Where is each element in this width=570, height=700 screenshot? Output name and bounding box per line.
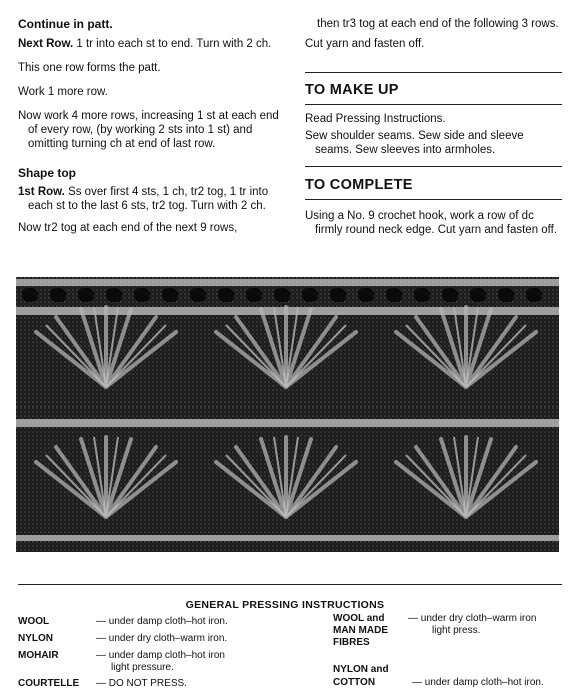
- nylon-label: NYLON: [18, 633, 53, 644]
- complete-section: [305, 209, 562, 237]
- complete-top-rule: [305, 166, 562, 167]
- wool-manmade-label-3: FIBRES: [333, 637, 370, 648]
- complete-title: TO COMPLETE: [305, 177, 413, 193]
- mohair-instruction: — under damp cloth–hot iron: [96, 650, 225, 661]
- first-row-text: Ss over first 4 sts, 1 ch, tr2 tog, 1 tr into each st to the last 6 sts, tr2 tog. Turn with 2 ch.: [28, 186, 269, 212]
- tr2-rows-text: Now tr2 tog at each end of the next 9 rows,: [18, 222, 238, 234]
- next-row-text: 1 tr into each st to end. Turn with 2 ch.: [76, 38, 272, 50]
- wool-manmade-label-1: WOOL and: [333, 613, 385, 624]
- patt-note: This one row forms the patt.: [18, 62, 161, 74]
- nylon-instruction: — under dry cloth–warm iron.: [96, 633, 228, 644]
- instructions-right-column: [305, 0, 562, 51]
- wool-instruction: — under damp cloth–hot iron.: [96, 616, 228, 627]
- sew-seams-text: Sew shoulder seams. Sew side and sleeve seams. Sew sleeves into armholes.: [305, 130, 524, 156]
- wool-manmade-instruction-cont: light press.: [432, 625, 481, 636]
- make-up-section: [305, 112, 562, 157]
- complete-bottom-rule: [305, 199, 562, 200]
- work-four-paragraph: Now work 4 more rows, increasing 1 st at each end of every row, (by working 2 sts into 1 st) and omitting turning ch at end of last row.: [18, 110, 279, 150]
- crochet-stitch-photo: [16, 277, 559, 552]
- nylon-cotton-label-1: NYLON and: [333, 664, 389, 675]
- shape-top-heading: Shape top: [18, 166, 77, 180]
- continue-heading: Continue in patt.: [18, 17, 113, 31]
- cut-yarn-text: Cut yarn and fasten off.: [305, 38, 425, 50]
- continued-text: then tr3 tog at each end of the following 3 rows.: [317, 18, 559, 30]
- make-up-top-rule: [305, 72, 562, 73]
- pressing-top-rule: [18, 584, 562, 585]
- first-row-label: 1st Row.: [18, 186, 65, 198]
- courtelle-instruction: — DO NOT PRESS.: [96, 678, 187, 689]
- wool-label: WOOL: [18, 616, 50, 627]
- mohair-instruction-cont: light pressure.: [111, 662, 174, 673]
- make-up-bottom-rule: [305, 104, 562, 105]
- instructions-left-column: [18, 0, 288, 235]
- wool-manmade-label-2: MAN MADE: [333, 625, 388, 636]
- read-pressing-text: Read Pressing Instructions.: [305, 113, 446, 125]
- work-more-text: Work 1 more row.: [18, 86, 108, 98]
- nylon-cotton-label-2: COTTON: [333, 677, 376, 688]
- make-up-title: TO MAKE UP: [305, 82, 399, 98]
- wool-manmade-instruction: — under dry cloth–warm iron: [408, 613, 537, 624]
- first-row-paragraph: [18, 185, 288, 213]
- next-row-label: Next Row.: [18, 38, 74, 50]
- next-row-paragraph: [18, 37, 288, 51]
- nylon-cotton-instruction: — under damp cloth–hot iron.: [412, 677, 544, 688]
- pressing-title: GENERAL PRESSING INSTRUCTIONS: [185, 599, 385, 611]
- courtelle-label: COURTELLE: [18, 678, 80, 689]
- mohair-label: MOHAIR: [18, 650, 59, 661]
- complete-text: Using a No. 9 crochet hook, work a row of dc firmly round neck edge. Cut yarn and fasten off.: [305, 210, 558, 236]
